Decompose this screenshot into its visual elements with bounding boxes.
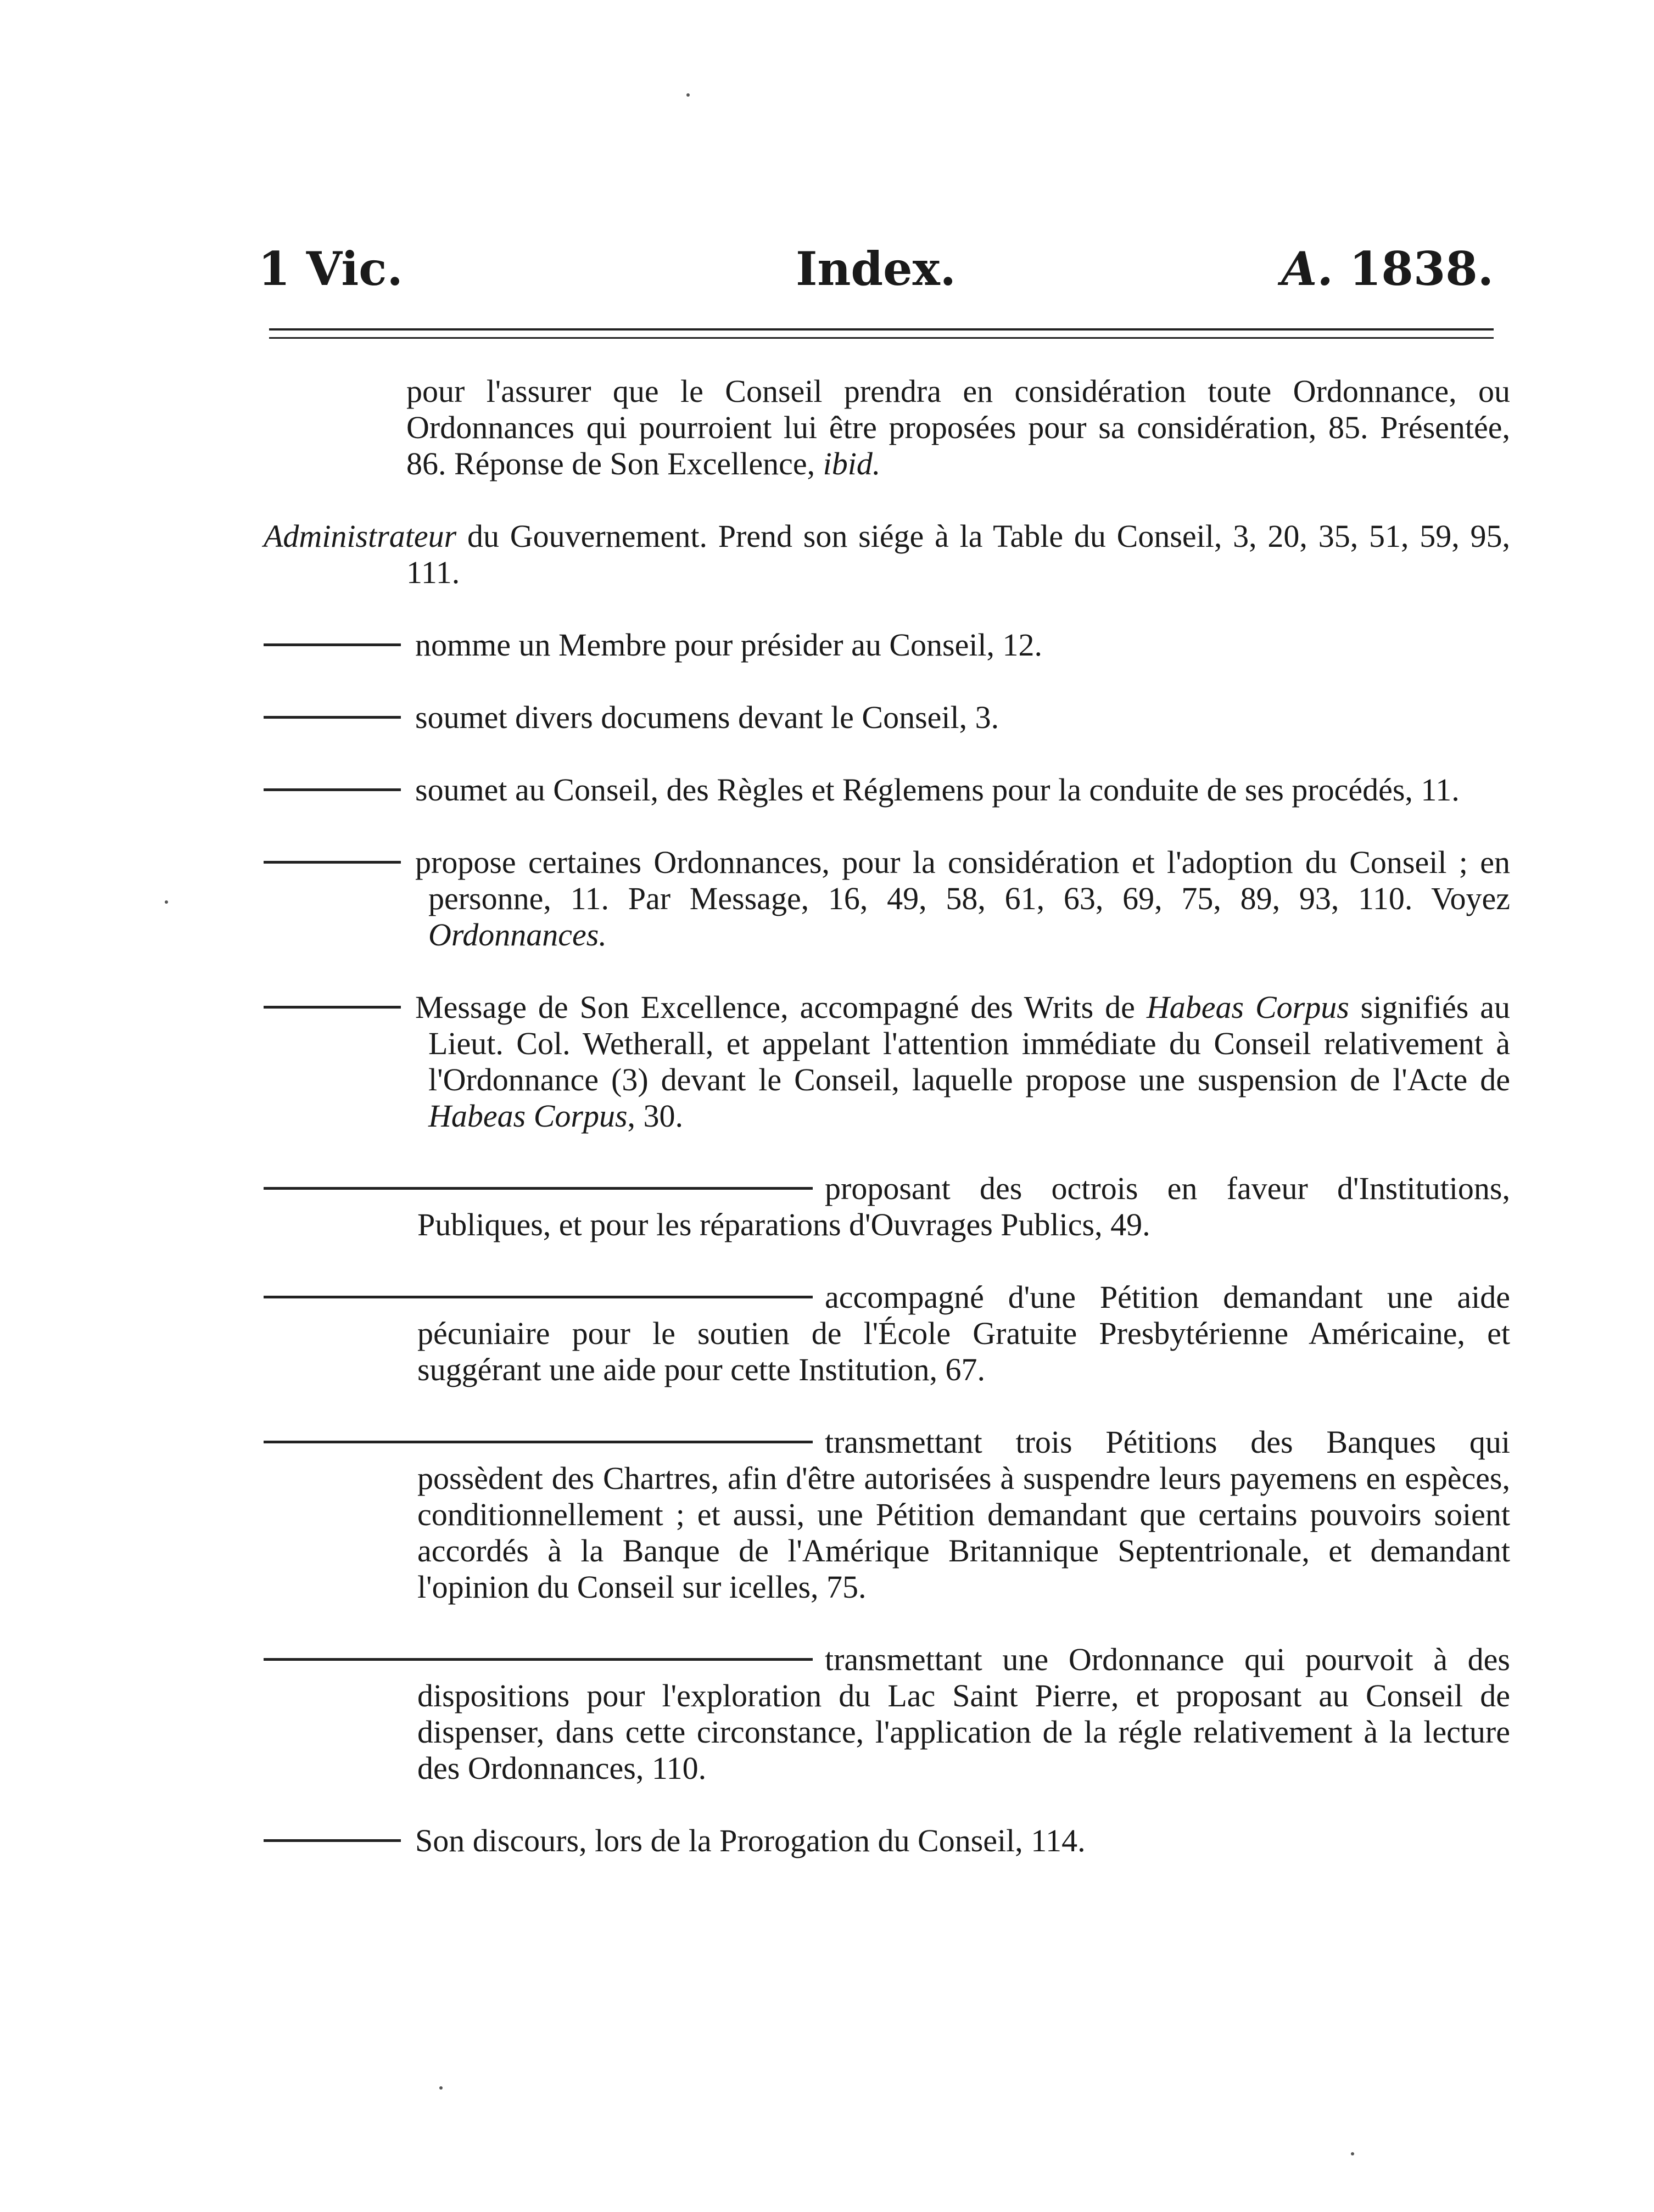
header-title: Index. xyxy=(796,242,956,296)
index-entry-heading xyxy=(264,518,1510,591)
ditto-dash xyxy=(264,1839,401,1842)
scan-speck xyxy=(686,93,690,97)
index-subentry xyxy=(264,844,1510,953)
ditto-dash xyxy=(264,1006,401,1009)
header-year-number: 1838. xyxy=(1349,242,1494,296)
entry-text: du Gouvernement. Prend son siége à la Table du Conseil, 3, 20, 35, 51, 59, 95, 111. xyxy=(406,518,1511,590)
entry-text: propose certaines Ordonnances, pour la considération et l'adoption du Conseil ; en personne, 11. Par Message, 16, 49, 58, 61, 63, 69, 75, 89, 93, 110. Voyez xyxy=(415,844,1510,916)
index-subentry-nested xyxy=(264,1279,1510,1388)
ditto-dash xyxy=(264,861,401,864)
entry-text: proposant des octrois en faveur d'Institutions, Publiques, et pour les réparations d'Ouvrages Publics, 49. xyxy=(417,1171,1510,1242)
header-rule-top xyxy=(269,328,1494,331)
entry-text: transmettant trois Pétitions des Banques qui possèdent des Chartres, afin d'être autorisées à suspendre leurs payemens en espèces, conditionnellement ; et aussi, une Pétition demandant que certains pouvoirs soient accordés à la Banque de l'Amérique Britannique Septentrionale, et demandant l'opinion du Conseil sur icelles, 75. xyxy=(417,1424,1510,1605)
index-subentry xyxy=(264,989,1510,1134)
entry-text: , 30. xyxy=(627,1098,684,1134)
entry-heading-term: Administrateur xyxy=(264,518,457,554)
index-subentry xyxy=(264,699,1510,736)
header-regnal-year: 1 Vic. xyxy=(258,242,403,296)
entry-italic-term: Habeas Corpus xyxy=(428,1098,628,1134)
ditto-dash-long xyxy=(264,1187,813,1190)
entry-text: soumet au Conseil, des Règles et Réglemens pour la conduite de ses procédés, 11. xyxy=(415,772,1460,808)
entry-text: accompagné d'une Pétition demandant une aide pécuniaire pour le soutien de l'École Gratuite Presbytérienne Américaine, et suggérant une aide pour cette Institution, 67. xyxy=(417,1279,1510,1387)
index-entry-continuation xyxy=(264,373,1510,482)
entry-text: Message de Son Excellence, accompagné des Writs de xyxy=(415,989,1135,1025)
entry-text: transmettant une Ordonnance qui pourvoit à des dispositions pour l'exploration du Lac Saint Pierre, et proposant au Conseil de dispenser, dans cette circonstance, l'application de la régle relativement à la lecture des Ordonnances, 110. xyxy=(417,1642,1510,1786)
ditto-dash-long xyxy=(264,1441,813,1443)
scan-speck xyxy=(165,900,168,904)
entry-italic-tail: ibid. xyxy=(823,446,881,481)
header-anno-letter: A. xyxy=(1281,242,1333,296)
entry-italic-term: Habeas Corpus xyxy=(1146,989,1349,1025)
ditto-dash xyxy=(264,643,401,646)
index-subentry-nested xyxy=(264,1171,1510,1243)
ditto-dash-long xyxy=(264,1658,813,1661)
entry-text: pour l'assurer que le Conseil prendra en considération toute Ordonnance, ou Ordonnances qui pourroient lui être proposées pour sa considération, 85. Présentée, 86. Réponse de Son Excellence, xyxy=(406,373,1510,481)
index-subentry-nested xyxy=(264,1642,1510,1787)
index-subentry xyxy=(264,1823,1510,1859)
page-header xyxy=(258,231,1494,307)
ditto-dash-long xyxy=(264,1296,813,1298)
index-subentry xyxy=(264,772,1510,808)
entry-italic-tail: Ordonnances. xyxy=(428,917,607,953)
index-entries xyxy=(264,373,1510,1895)
header-rule-bottom xyxy=(269,337,1494,339)
entry-text: Son discours, lors de la Prorogation du Conseil, 114. xyxy=(415,1823,1086,1858)
index-subentry xyxy=(264,627,1510,663)
ditto-dash xyxy=(264,788,401,791)
entry-text: nomme un Membre pour présider au Conseil, 12. xyxy=(415,627,1043,663)
entry-text: soumet divers documens devant le Conseil, 3. xyxy=(415,699,999,735)
index-subentry-nested xyxy=(264,1424,1510,1605)
entry-text: signifiés au Lieut. Col. Wetherall, et appelant l'attention immédiate du Conseil relativement à l'Ordonnance (3) devant le Conseil, laquelle propose une suspension de l'Acte de xyxy=(428,989,1510,1097)
ditto-dash xyxy=(264,716,401,719)
header-year xyxy=(1281,231,1494,307)
scan-speck xyxy=(439,2086,443,2090)
scan-speck xyxy=(1351,2152,1354,2155)
